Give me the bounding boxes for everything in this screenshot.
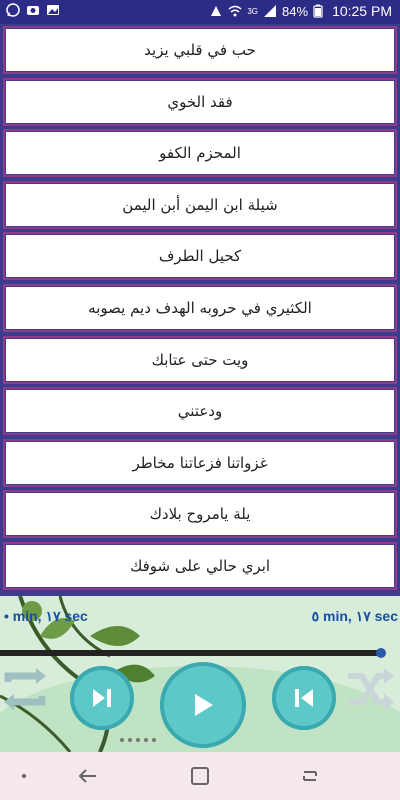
play-icon: [191, 692, 215, 718]
camera-icon: [26, 3, 40, 17]
song-title: ودعتني: [177, 402, 223, 421]
song-item[interactable]: [3, 439, 397, 487]
song-title: ابري حالي على شوفك: [129, 556, 271, 575]
battery-percent: 84%: [282, 3, 309, 19]
play-button[interactable]: [160, 662, 246, 748]
elapsed-time: • min, ١٧ sec: [4, 608, 88, 624]
song-title: حب في قلبي يزيد: [144, 41, 256, 59]
song-item[interactable]: [3, 26, 397, 74]
song-item[interactable]: [3, 129, 397, 177]
song-item[interactable]: [3, 284, 397, 332]
skip-previous-icon: [291, 687, 317, 709]
recent-apps-icon[interactable]: [298, 764, 322, 788]
page-indicator: [120, 738, 156, 742]
song-title: شيلة ابن اليمن أبن اليمن: [122, 195, 278, 214]
song-title: ويت حتى عتابك: [151, 350, 249, 369]
song-item[interactable]: [3, 78, 397, 126]
dot-icon[interactable]: [18, 764, 42, 788]
navigation-bar: [0, 752, 400, 800]
skip-next-icon: [89, 687, 115, 709]
song-title: كحيل الطرف: [158, 247, 242, 266]
song-title: يلة يامروح بلادك: [149, 505, 251, 524]
repeat-icon[interactable]: [0, 664, 50, 714]
next-button[interactable]: [70, 666, 134, 730]
song-title: المحزم الكفو: [159, 144, 241, 163]
alarm-icon: [209, 4, 223, 18]
wifi-icon: [228, 4, 242, 18]
seek-thumb[interactable]: [376, 648, 386, 658]
song-item[interactable]: [3, 387, 397, 435]
song-item[interactable]: [3, 542, 397, 590]
song-item[interactable]: [3, 490, 397, 538]
seek-bar[interactable]: [0, 650, 380, 656]
battery-icon: [313, 4, 327, 18]
song-list: [3, 26, 397, 594]
back-icon[interactable]: [76, 764, 100, 788]
song-title: الكثيري في حروبه الهدف ديم يصوبه: [88, 298, 312, 317]
signal-icon: [263, 4, 277, 18]
song-title: غزواتنا فزعاتنا مخاطر: [132, 453, 268, 472]
whatsapp-icon: [6, 3, 20, 17]
gallery-icon: [46, 3, 60, 17]
song-item[interactable]: [3, 232, 397, 280]
status-bar: [0, 0, 400, 24]
total-duration: ٥ min, ١٧ sec: [311, 608, 398, 624]
home-icon[interactable]: [188, 764, 212, 788]
song-title: فقد الخوي: [167, 92, 233, 111]
shuffle-icon[interactable]: [344, 664, 396, 714]
network-label: 3G: [247, 6, 259, 16]
song-item[interactable]: [3, 181, 397, 229]
clock: 10:25 PM: [332, 3, 392, 19]
previous-button[interactable]: [272, 666, 336, 730]
song-item[interactable]: [3, 336, 397, 384]
